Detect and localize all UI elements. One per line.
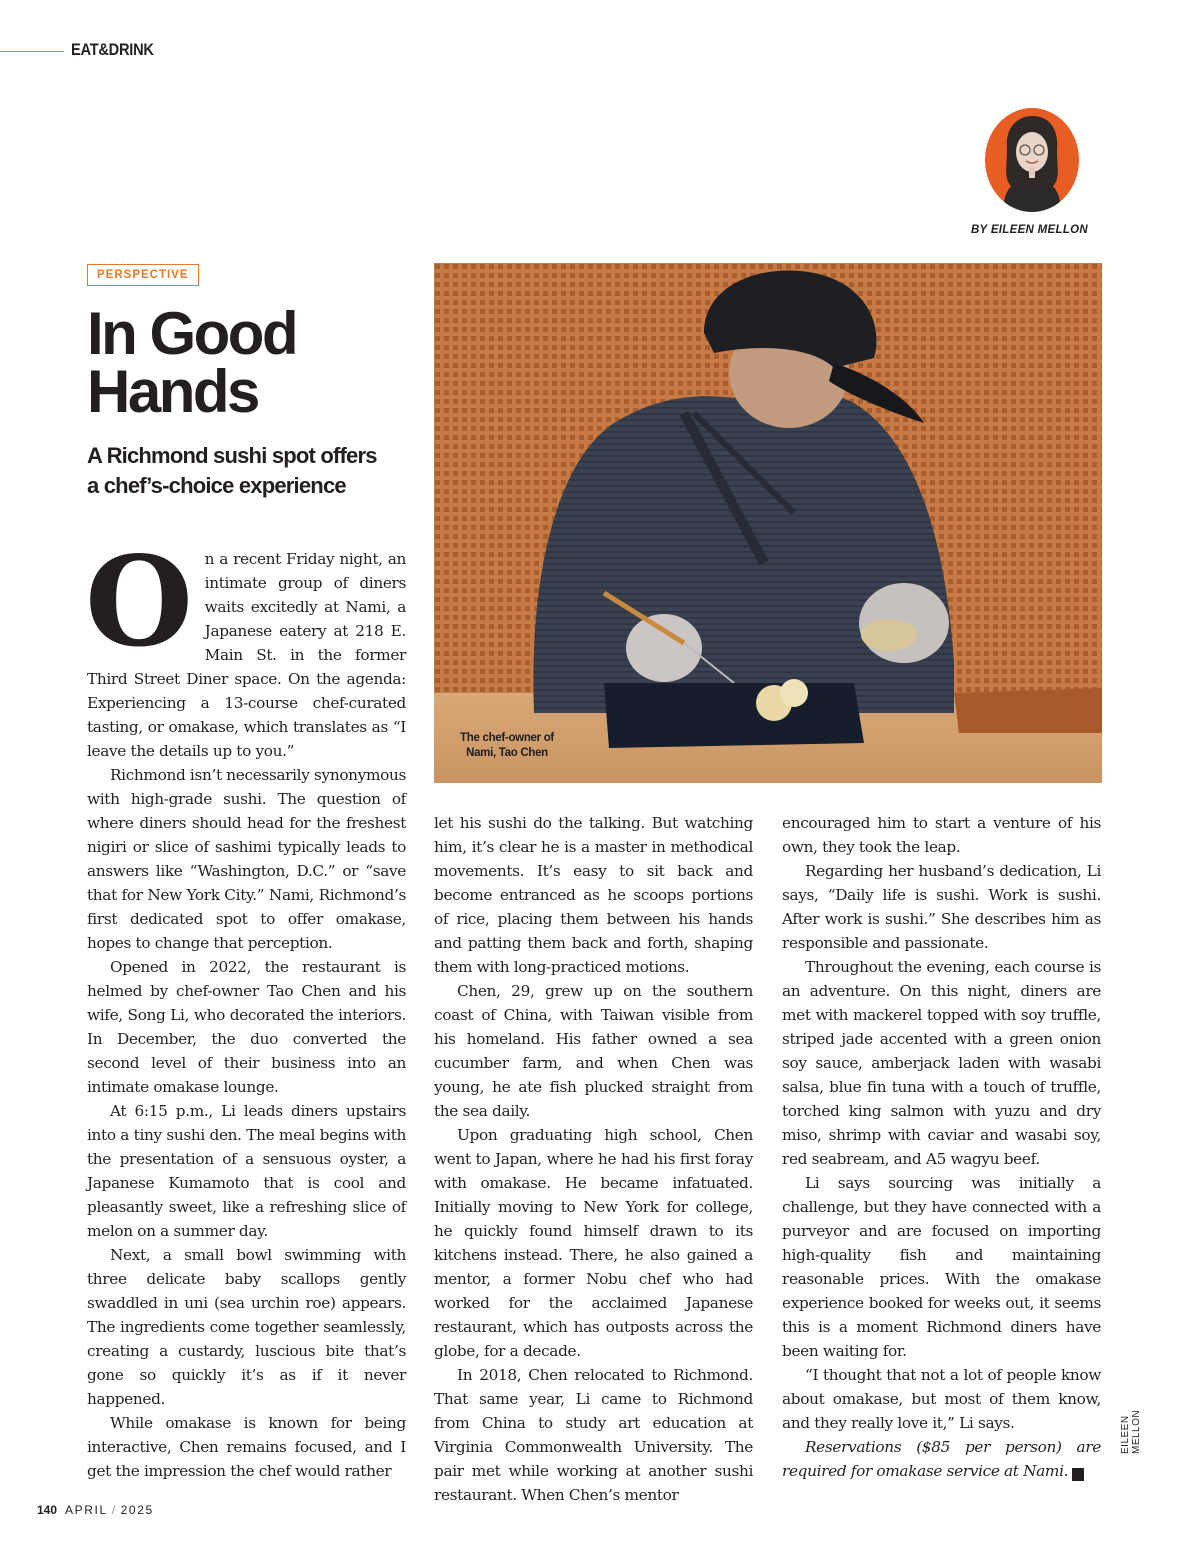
paragraph: “I thought that not a lot of people know about omakase, but most of them know, and they really love it,” Li says. — [782, 1366, 1101, 1432]
photo-caption — [448, 731, 566, 761]
headline — [87, 300, 407, 425]
page-number: 140 — [37, 1503, 58, 1517]
paragraph: Chen, 29, grew up on the southern coast of China, with Taiwan visible from his homeland. His father owned a sea cucumber farm, and when Chen was young, he ate fish plucked straight from the sea daily. — [434, 982, 753, 1120]
author-portrait-illustration — [985, 108, 1079, 212]
paragraph: At 6:15 p.m., Li leads diners upstairs into a tiny sushi den. The meal begins with the presentation of a sensuous oyster, a Japanese Kumamoto that is cool and pleasantly sweet, like a refreshing slice of melon on a summer day. — [87, 1102, 406, 1240]
closing-note-text: Reservations ($85 per person) are required for omakase service at Nami. — [782, 1438, 1101, 1480]
paragraph: While omakase is known for being interactive, Chen remains focused, and I get the impression the chef would rather — [87, 1414, 406, 1480]
chef-photo-illustration — [434, 263, 1102, 783]
deck-line-2: a chef’s-choice experience — [87, 473, 346, 498]
byline: BY EILEEN MELLON — [970, 224, 1088, 236]
folio-divider: / — [111, 1503, 117, 1517]
article-column-3 — [782, 811, 1101, 1483]
issue-month: APRIL — [65, 1503, 108, 1517]
folio — [37, 1503, 154, 1517]
paragraph: encouraged him to start a venture of his own, they took the leap. — [782, 814, 1101, 856]
deck — [87, 441, 387, 501]
paragraph: Opened in 2022, the restaurant is helmed by chef-owner Tao Chen and his wife, Song Li, who decorated the interiors. In December, the duo converted the second level of their business into an intimate omakase lounge. — [87, 958, 406, 1096]
paragraph: Upon graduating high school, Chen went to Japan, where he had his first foray with omakase. He became infatuated. Initially moving to New York for college, he quickly found himself drawn to its kitchens instead. There, he also gained a mentor, a former Nobu chef who had worked for the acclaimed Japanese restaurant, which has outposts across the globe, for a decade. — [434, 1126, 753, 1360]
paragraph: Regarding her husband’s dedication, Li says, “Daily life is sushi. Work is sushi. After work is sushi.” She describes him as responsible and passionate. — [782, 862, 1101, 952]
perspective-kicker: PERSPECTIVE — [87, 264, 199, 286]
caption-line-1: The chef-owner of — [460, 732, 554, 744]
paragraph: let his sushi do the talking. But watching him, it’s clear he is a master in methodical movements. It’s easy to sit back and become entranced as he scoops portions of rice, placing them between his hands and patting them back and forth, shaping them with long-practiced motions. — [434, 814, 753, 976]
paragraph: In 2018, Chen relocated to Richmond. That same year, Li came to Richmond from China to study art education at Virginia Commonwealth University. The pair met while working at another sushi restaurant. When Chen’s mentor — [434, 1366, 753, 1504]
paragraph: Richmond isn’t necessarily synonymous with high-grade sushi. The question of where diners should head for the freshest nigiri or slice of sashimi typically leads to answers like “Washington, D.C.” or “save that for New York City.” Nami, Richmond’s first dedicated spot to offer omakase, hopes to change that perception. — [87, 766, 406, 952]
paragraph: Li says sourcing was initially a challenge, but they have connected with a purveyor and are focused on importing high-quality fish and maintaining reasonable prices. With the omakase experience booked for weeks out, it seems this is a moment Richmond diners have been waiting for. — [782, 1174, 1101, 1360]
chef-photo — [434, 263, 1102, 783]
section-label: EAT&DRINK — [71, 40, 154, 59]
paragraph: Next, a small bowl swimming with three delicate baby scallops gently swaddled in uni (sea urchin roe) appears. The ingredients come together seamlessly, creating a custardy, luscious bite that’s gone so quickly it’s as if it never happened. — [87, 1246, 406, 1408]
paragraph: n a recent Friday night, an intimate group of diners waits excitedly at Nami, a Japanese eatery at 218 E. Main St. in the former Third Street Diner space. On the agenda: Experiencing a 13-course chef-curated tasting, or omakase, which translates as “I leave the details up to you.” — [87, 550, 406, 760]
closing-note — [782, 1435, 1101, 1483]
section-rule — [0, 51, 64, 52]
headline-line-1: In Good — [87, 300, 297, 367]
author-portrait — [985, 108, 1079, 212]
article-column-2 — [434, 811, 753, 1507]
article-column-1 — [85, 530, 406, 1483]
caption-line-2: Nami, Tao Chen — [466, 747, 548, 759]
headline-line-2: Hands — [87, 358, 258, 425]
end-mark-icon: R — [1072, 1468, 1084, 1481]
paragraph: Throughout the evening, each course is an adventure. On this night, diners are met with mackerel topped with soy truffle, striped jade accented with a green onion soy sauce, amberjack laden with wasabi salsa, blue fin tuna with a touch of truffle, torched king salmon with yuzu and dry miso, shrimp with caviar and wasabi soy, red seabream, and A5 wagyu beef. — [782, 958, 1101, 1168]
photo-credit: EILEEN MELLON — [1120, 1409, 1142, 1454]
deck-line-1: A Richmond sushi spot offers — [87, 443, 377, 468]
issue-year: 2025 — [120, 1503, 154, 1517]
drop-cap: O — [85, 530, 193, 675]
